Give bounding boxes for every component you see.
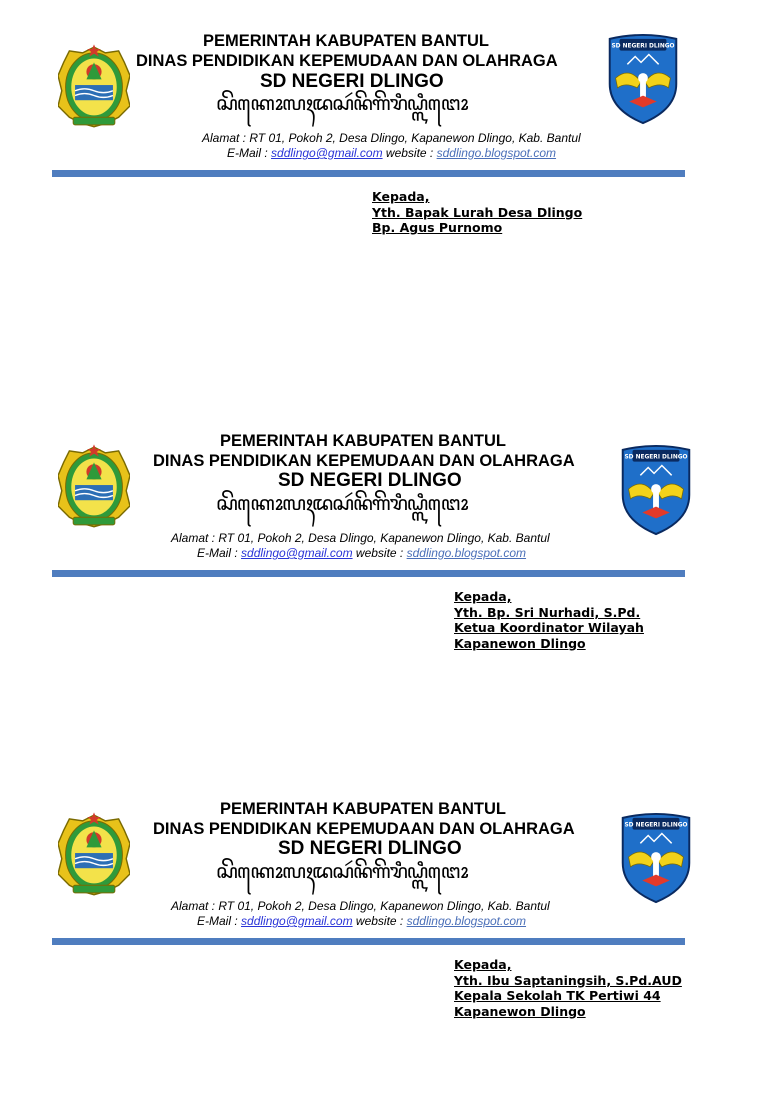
shield-label: SD NEGERI DLINGO [624,454,688,461]
email-label: E-Mail : [227,146,272,160]
recipient-line: Ketua Koordinator Wilayah [454,620,644,635]
website-link[interactable]: sddlingo.blogspot.com [406,546,527,560]
recipient-line: Kepala Sekolah TK Pertiwi 44 [454,988,661,1003]
website-label: website : [352,546,407,560]
recipient-line: Yth. Ibu Saptaningsih, S.Pd.AUD [454,972,682,988]
address-line: Alamat : RT 01, Pokoh 2, Desa Dlingo, Kapanewon Dlingo, Kab. Bantul [202,131,581,145]
recipient-block-3 [454,957,682,1019]
javanese-script-name: ꦱꦼꦏꦺꦴꦭꦃꦢꦱꦂꦤꦼꦒꦼꦫꦶꦝ꧀ꦭꦶꦔꦺꦴ [216,91,468,115]
header-government: PEMERINTAH KABUPATEN BANTUL [203,32,489,50]
address-line: Alamat : RT 01, Pokoh 2, Desa Dlingo, Kapanewon Dlingo, Kab. Bantul [171,531,550,545]
shield-label: SD NEGERI DLINGO [624,822,688,829]
school-shield-icon [618,812,694,904]
contact-line [197,546,526,561]
header-government: PEMERINTAH KABUPATEN BANTUL [220,800,506,818]
letterhead-2 [0,400,768,745]
header-rule [52,938,685,945]
email-link[interactable]: sddlingo@gmail.com [241,914,353,928]
header-school-name: SD NEGERI DLINGO [278,838,462,859]
address-line: Alamat : RT 01, Pokoh 2, Desa Dlingo, Kapanewon Dlingo, Kab. Bantul [171,899,550,913]
header-department: DINAS PENDIDIKAN KEPEMUDAAN DAN OLAHRAGA [136,52,558,70]
javanese-script-name: ꦱꦼꦏꦺꦴꦭꦃꦢꦱꦂꦤꦼꦒꦼꦫꦶꦝ꧀ꦭꦶꦔꦺꦴ [216,859,468,883]
bantul-emblem-icon [58,808,130,900]
shield-label: SD NEGERI DLINGO [611,43,675,50]
recipient-line: Yth. Bp. Sri Nurhadi, S.Pd. [454,604,641,620]
recipient-line: Kepada, [454,957,512,972]
recipient-line: Bp. Agus Purnomo [372,220,503,235]
header-department: DINAS PENDIDIKAN KEPEMUDAAN DAN OLAHRAGA [153,452,575,470]
header-department: DINAS PENDIDIKAN KEPEMUDAAN DAN OLAHRAGA [153,820,575,838]
school-shield-icon [618,444,694,536]
bantul-emblem-icon [58,440,130,532]
letterhead-3 [0,768,768,1113]
bantul-emblem-icon [58,40,130,132]
website-link[interactable]: sddlingo.blogspot.com [406,914,527,928]
header-school-name: SD NEGERI DLINGO [278,470,462,491]
website-label: website : [382,146,437,160]
contact-line [227,146,556,161]
email-link[interactable]: sddlingo@gmail.com [271,146,383,160]
contact-line [197,914,526,929]
recipient-line: Kepada, [454,589,512,604]
header-rule [52,570,685,577]
recipient-line: Kepada, [372,189,430,204]
email-label: E-Mail : [197,914,242,928]
recipient-block-2 [454,589,644,651]
email-link[interactable]: sddlingo@gmail.com [241,546,353,560]
header-school-name: SD NEGERI DLINGO [260,71,444,92]
header-rule [52,170,685,177]
header-government: PEMERINTAH KABUPATEN BANTUL [220,432,506,450]
recipient-block-1 [372,189,582,236]
school-shield-icon [605,33,681,125]
recipient-line: Kapanewon Dlingo [454,635,586,651]
email-label: E-Mail : [197,546,242,560]
recipient-line: Yth. Bapak Lurah Desa Dlingo [372,204,583,220]
website-label: website : [352,914,407,928]
recipient-line: Kapanewon Dlingo [454,1003,586,1019]
javanese-script-name: ꦱꦼꦏꦺꦴꦭꦃꦢꦱꦂꦤꦼꦒꦼꦫꦶꦝ꧀ꦭꦶꦔꦺꦴ [216,491,468,515]
letterhead-1 [0,0,768,345]
website-link[interactable]: sddlingo.blogspot.com [436,146,557,160]
